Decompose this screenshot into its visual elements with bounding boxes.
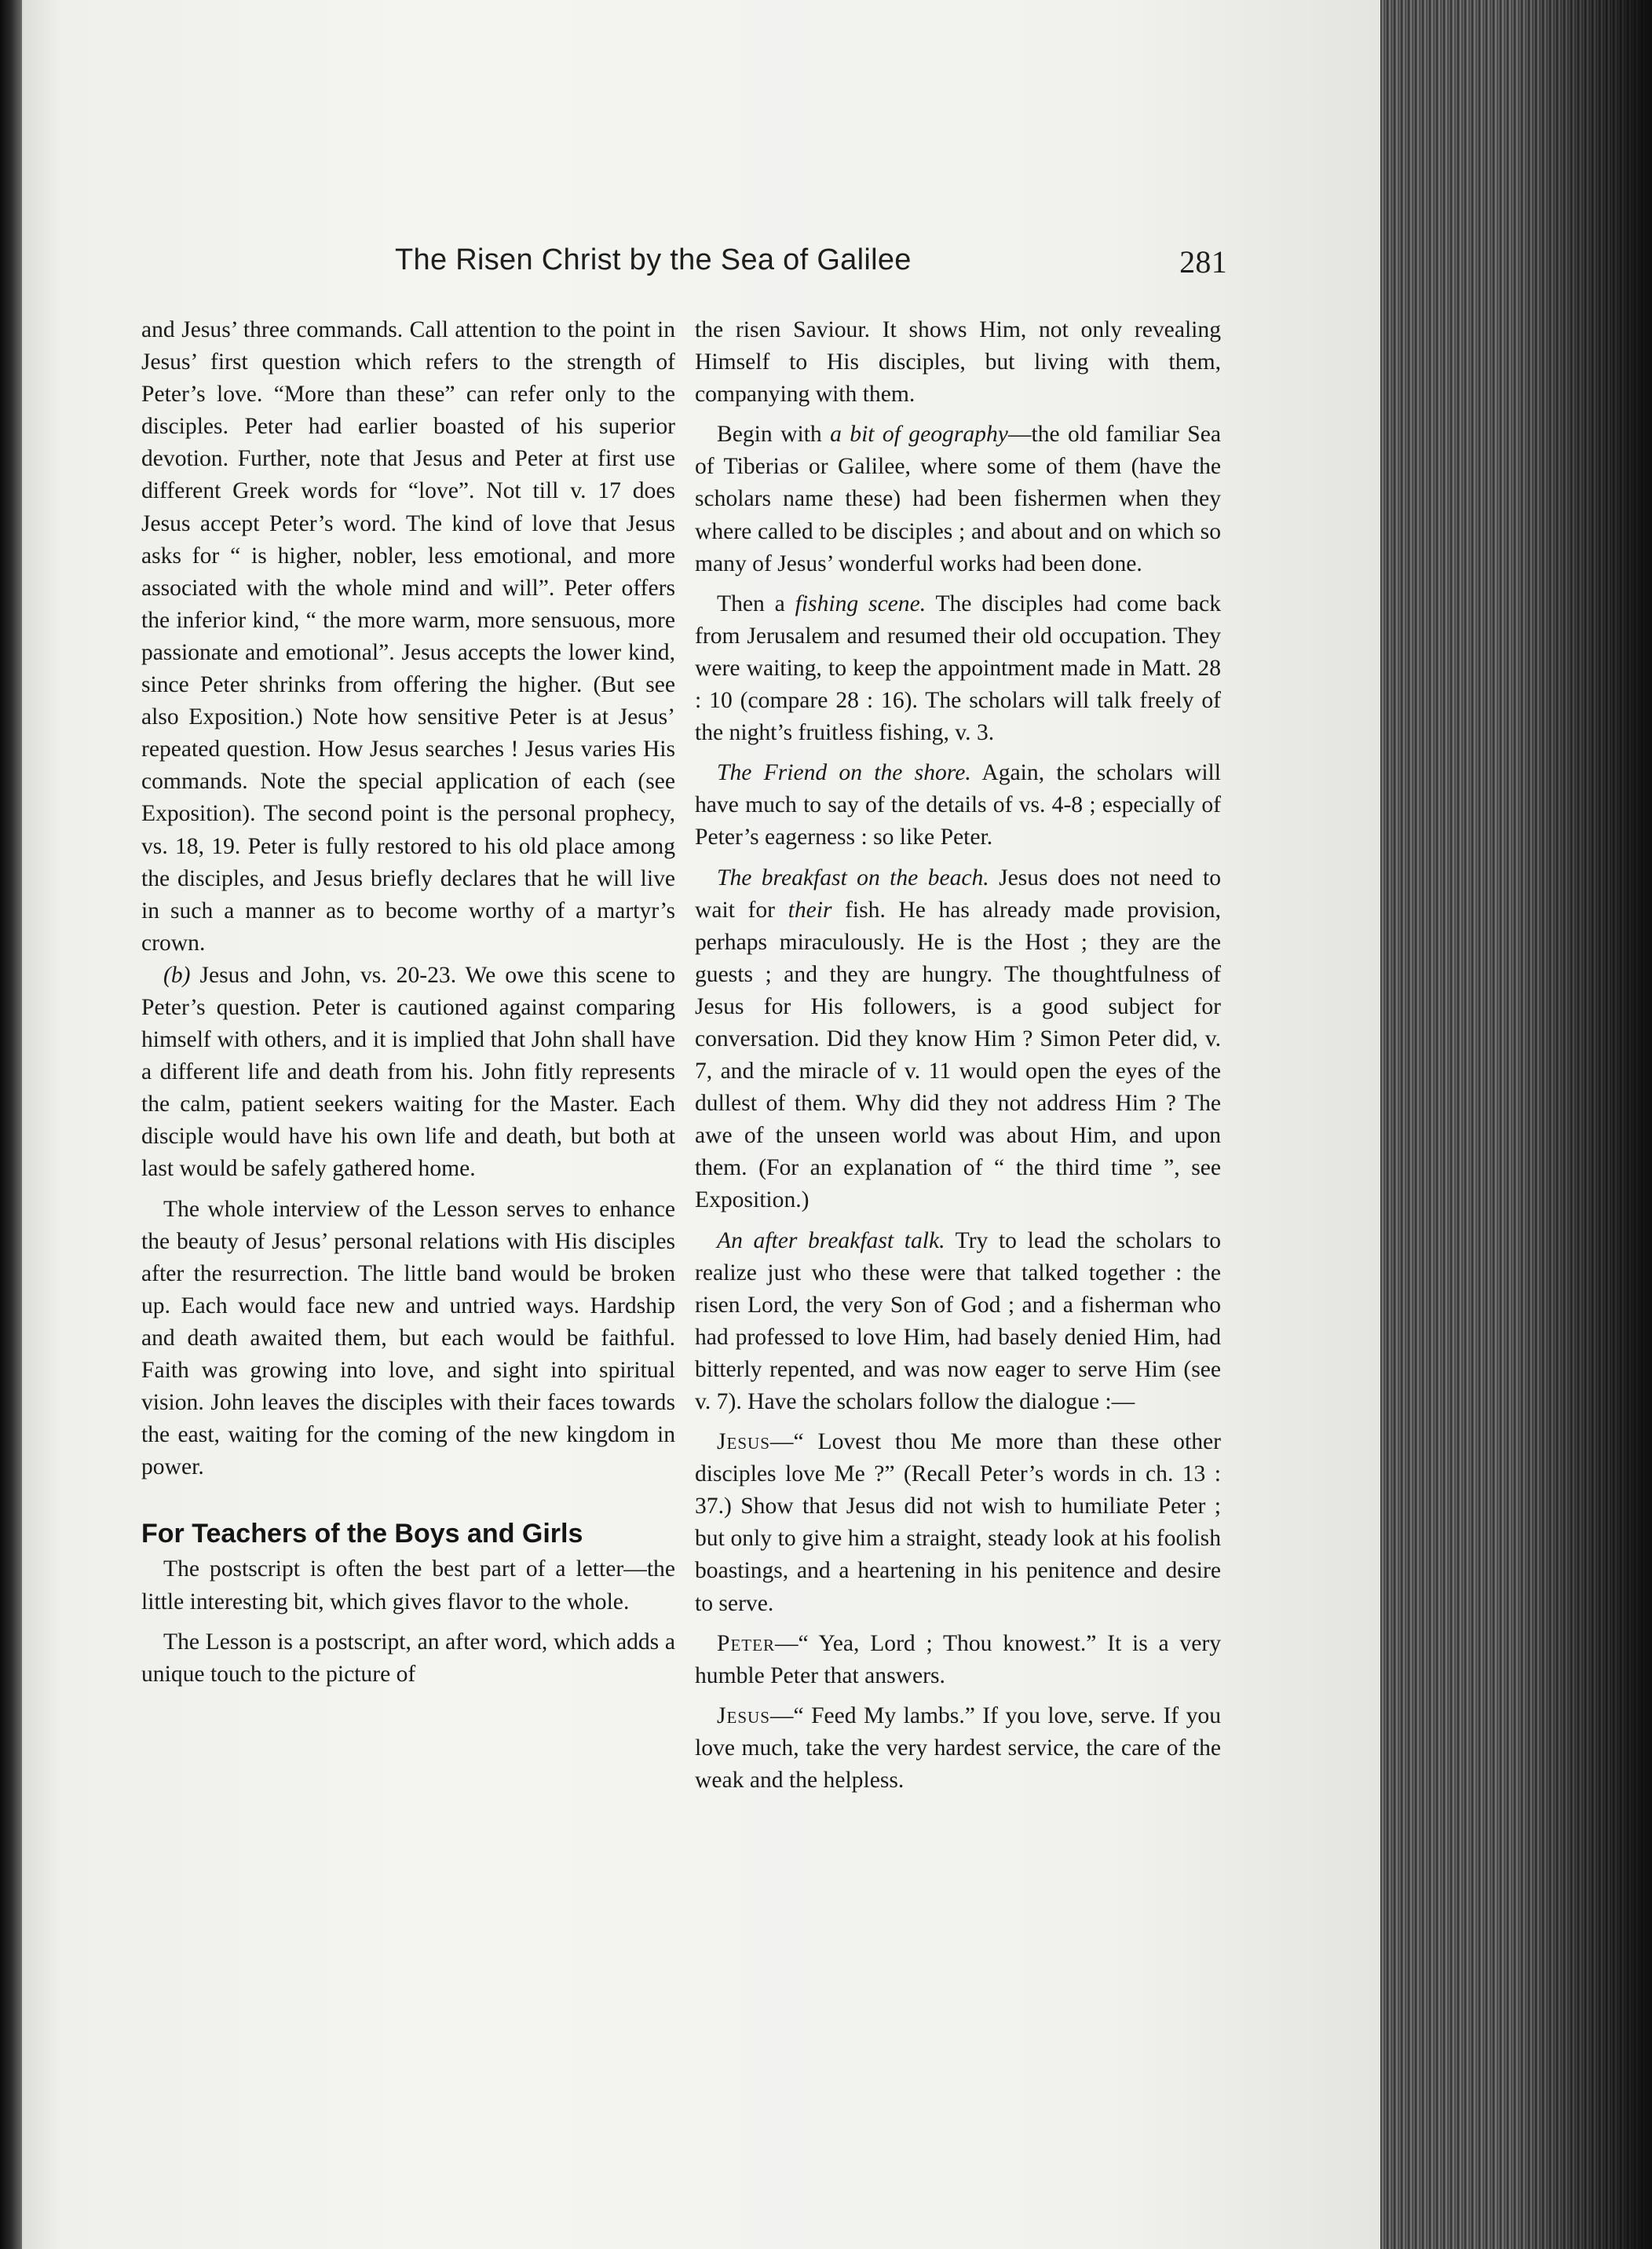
paragraph-text: Try to lead the scholars to realize just who these were that talked together : the risen Lord, the very Son of God ; and a fisherman who had professed to love Him, had basely denied Him, had bitterly repented, and was now eager to serve Him (see v. 7). Have the scholars follow the dialogue :— (695, 1227, 1221, 1414)
book-page-edges (1380, 0, 1652, 2249)
paragraph: The postscript is often the best part of a letter—the little interesting bit, which gives flavor to the whole. (141, 1556, 675, 1615)
paragraph-text: —the old familiar Sea of Tiberias or Galilee, where some of them (have the scholars name these) had been fishermen when they where called to be disciples ; and about and on which so many of Jesus’ wonderful works had been done. (695, 422, 1222, 576)
left-column (141, 314, 675, 1691)
paragraph: The whole interview of the Lesson serves to enhance the beauty of Jesus’ personal relations with His disciples after the resurrection. The little band would be broken up. Each would face new and untried ways. Hardship and death awaited them, but each would be faithful. Faith was growing into love, and sight into spiritual vision. John leaves the disciples with their faces towards the east, waiting for the coming of the new kingdom in power. (141, 1196, 675, 1480)
paragraph (141, 960, 675, 1186)
paragraph (695, 757, 1221, 854)
emphasis: An after breakfast talk. (717, 1227, 945, 1253)
right-column (695, 314, 1221, 1797)
emphasis: fishing scene. (795, 591, 927, 616)
section-heading: For Teachers of the Boys and Girls (141, 1519, 583, 1549)
paragraph-text: The disciples had come back from Jerusalem and resumed their old occupation. They were waiting, to keep the appointment made in Matt. 28 : 10 (compare 28 : 16). The scholars will talk freely of the night’s fruitless fishing, v. 3. (695, 591, 1221, 746)
emphasis: a bit of geography (830, 422, 1008, 448)
paragraph: and Jesus’ three commands. Call attention to the point in Jesus’ first question which refers to the strength of Peter’s love. “More than these” can refer only to the disciples. Peter had earlier boasted of his superior devotion. Further, note that Jesus and Peter at first use different Greek words for “love”. Not till v. 17 does Jesus accept Peter’s word. The kind of love that Jesus asks for “ is higher, nobler, less emotional, and more associated with the whole mind and will”. Peter offers the inferior kind, “ the more warm, more sensuous, more passionate and emotional”. Jesus accepts the lower kind, since Peter shrinks from offering the higher. (But see also Exposition.) Note how sensitive Peter is at Jesus’ repeated question. How Jesus searches ! Jesus varies His commands. Note the special application of each (see Exposition). The second point is the personal prophecy, vs. 18, 19. Peter is fully restored to his old place among the disciples, and Jesus briefly declares that he will live in such a manner as to become worthy of a martyr’s crown. (141, 317, 675, 956)
paragraph (695, 419, 1221, 580)
paragraph (695, 1628, 1221, 1692)
paragraph-lead: Begin with (717, 422, 822, 448)
emphasis: their (788, 897, 832, 923)
paragraph-text: Jesus does not need to wait for (695, 865, 1221, 923)
paragraph: the risen Saviour. It shows Him, not only revealing Himself to His disciples, but living with them, companying with them. (695, 317, 1221, 408)
book-gutter (0, 0, 22, 2249)
paragraph (695, 1225, 1221, 1419)
emphasis: The Friend on the shore. (717, 760, 971, 786)
paragraph-text: Again, the scholars will have much to say of the details of vs. 4-8 ; especially of Peter’s eagerness : so like Peter. (695, 760, 1222, 850)
paragraph (695, 1426, 1221, 1620)
paragraph: The Lesson is a postscript, an after word, which adds a unique touch to the picture of (141, 1629, 675, 1687)
paragraph (695, 588, 1221, 749)
paragraph-text: —“ Feed My lambs.” If you love, serve. If you love much, take the very hardest service, the care of the weak and the helpless. (695, 1702, 1221, 1794)
paragraph-lead: Then a (717, 591, 785, 616)
speaker-name: Jesus (717, 1429, 770, 1455)
paragraph-text: —“ Yea, Lord ; Thou knowest.” It is a very humble Peter that answers. (695, 1630, 1221, 1688)
paragraph-text: —“ Lovest thou Me more than these other disciples love Me ?” (Recall Peter’s words in ch. 13 : 37.) Show that Jesus did not wish to humiliate Peter ; but only to give him a straight, steady look at his foolish boastings, and a heartening in his penitence and desire to serve. (695, 1429, 1221, 1616)
paragraph (695, 862, 1221, 1217)
speaker-name: Peter (717, 1630, 775, 1656)
paragraph-text: fish. He has already made provision, perhaps miraculously. He is the Host ; they are the guests ; and they are hungry. The thoughtfulness of Jesus for His followers, is a good subject for conversation. Did they know Him ? Simon Peter did, v. 7, and the miracle of v. 11 would open the eyes of the dullest of them. Why did they not address Him ? The awe of the unseen world was about Him, and upon them. (For an explanation of “ the third time ”, see Exposition.) (695, 897, 1221, 1213)
speaker-name: Jesus (717, 1702, 770, 1728)
item-label: (b) (163, 962, 191, 988)
emphasis: The breakfast on the beach. (717, 865, 989, 890)
paragraph (695, 1700, 1221, 1797)
paragraph-text: Jesus and John, vs. 20-23. We owe this scene to Peter’s question. Peter is cautioned against comparing himself with others, and it is implied that John shall have a different life and death from his. John fitly represents the calm, patient seekers waiting for the Master. Each disciple would have his own life and death, but both at last would be safely gathered home. (141, 962, 675, 1182)
page-number: 281 (1179, 244, 1227, 280)
running-title: The Risen Christ by the Sea of Galilee (395, 243, 912, 276)
